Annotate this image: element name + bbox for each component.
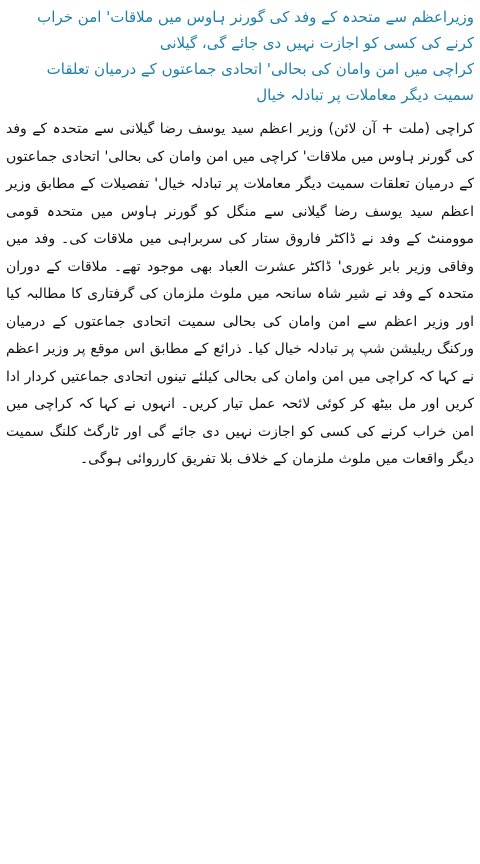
article-headline	[6, 4, 474, 108]
news-article	[6, 4, 474, 474]
headline-line-2: کراچی میں امن وامان کی بحالی' اتحادی جماعتوں کے درمیان تعلقات سمیت دیگر معاملات پر تبادلہ خیال	[46, 60, 474, 104]
headline-line-1: وزیراعظم سے متحدہ کے وفد کی گورنر ہاوس میں ملاقات' امن خراب کرنے کی کسی کو اجازت نہیں دی جائے گی، گیلانی	[37, 8, 474, 52]
article-body: کراچی (ملت + آن لائن) وزیر اعظم سید یوسف رضا گیلانی سے متحدہ کے وفد کی گورنر ہاوس میں ملاقات' کراچی میں امن وامان کی بحالی' اتحادی جماعتوں کے درمیان تعلقات سمیت دیگر معاملات پر تبادلہ خیال' تفصیلات کے مطابق وزیر اعظم سید یوسف رضا گیلانی سے منگل کو گورنر ہاوس میں متحدہ قومی موومنٹ کے وفد نے ڈاکٹر فاروق ستار کی سربراہی میں ملاقات کی۔ وفد میں وفاقی وزیر بابر غوری' ڈاکٹر عشرت العباد بھی موجود تھے۔ ملاقات کے دوران متحدہ کے وفد نے شیر شاہ سانحہ میں ملوث ملزمان کی گرفتاری کا مطالبہ کیا اور وزیر اعظم سے امن وامان کی بحالی سمیت اتحادی جماعتوں کے درمیان ورکنگ ریلیشن شپ پر تبادلہ خیال کیا۔ ذرائع کے مطابق اس موقع پر وزیر اعظم نے کہا کہ کراچی میں امن وامان کی بحالی کیلئے تینوں اتحادی جماعتیں کردار ادا کریں اور مل بیٹھ کر کوئی لائحہ عمل تیار کریں۔ انہوں نے کہا کہ کراچی میں امن خراب کرنے کی کسی کو اجازت نہیں دی جائے گی اور ٹارگٹ کلنگ سمیت دیگر واقعات میں ملوث ملزمان کے خلاف بلا تفریق کارروائی ہوگی۔	[6, 121, 474, 467]
